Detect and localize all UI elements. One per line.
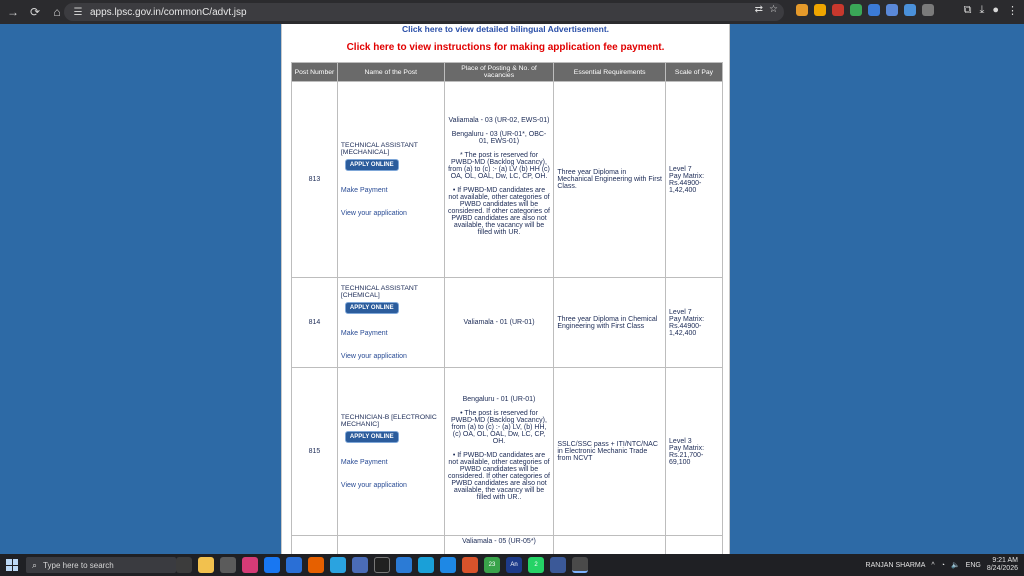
post-title: TECHNICAL ASSISTANT [MECHANICAL] (340, 142, 418, 156)
chevron-up-icon[interactable]: ^ (931, 561, 935, 569)
table-row (292, 368, 723, 536)
table-row (292, 536, 723, 555)
requirement-text: Three year Diploma in Mechanical Engineering with First Class. (554, 82, 666, 278)
site-info-icon[interactable]: ☰ (73, 6, 83, 18)
reservation-note: • If PWBD-MD candidates are not available, other categories of PWBD candidates will be considered. If other categories of PWBD candidates are also not available, the vacancy will be filled with UR. (448, 186, 550, 236)
extension-icon[interactable] (796, 4, 808, 16)
home-icon[interactable]: ⌂ (53, 5, 61, 19)
view-application-link[interactable]: View your application (340, 353, 407, 360)
browser-toolbar (0, 0, 1024, 24)
header-pay: Scale of Pay (666, 63, 723, 82)
translate-icon[interactable]: ⇄ (754, 4, 764, 15)
menu-icon[interactable]: ⋮ (1007, 5, 1018, 17)
make-payment-link[interactable]: Make Payment (340, 187, 388, 194)
reservation-note: • The post is reserved for PWBD-MD (Backlog Vacancy), from (a) to (c) :- (a) LV, (b) HH, (c) OA, OL, OAL, Dw, LC, CP, OH. (451, 409, 547, 445)
task-view-icon[interactable] (176, 557, 192, 573)
extension-icon[interactable] (886, 4, 898, 16)
instagram-icon[interactable] (242, 557, 258, 573)
app-icon[interactable] (462, 557, 478, 573)
header-requirements: Essential Requirements (554, 63, 666, 82)
chrome-icon[interactable] (440, 557, 456, 573)
download-icon[interactable]: ⤓ (979, 4, 985, 16)
extension-icon[interactable] (868, 4, 880, 16)
place-cell (444, 536, 554, 555)
pay-cell (666, 278, 723, 368)
pay-cell (666, 82, 723, 278)
user-name: RANJAN SHARMA (865, 561, 926, 569)
windows-taskbar (0, 554, 1024, 576)
clock-date: 8/24/2026 (986, 565, 1018, 572)
extension-icon[interactable] (922, 4, 934, 16)
windows-start-icon[interactable] (6, 559, 18, 571)
post-number: 814 (292, 278, 338, 368)
bookmark-star-icon[interactable]: ☆ (769, 4, 778, 15)
pay-range: Rs.44900-1,42,400 (669, 179, 702, 194)
pay-cell (666, 536, 723, 555)
place-text: Valiamala - 05 (UR-05*) (462, 538, 536, 545)
extension-icon[interactable] (832, 4, 844, 16)
volume-icon[interactable]: 🔈 (950, 562, 960, 569)
language-indicator[interactable]: ENG (965, 561, 981, 569)
address-bar[interactable] (64, 3, 784, 21)
reload-icon[interactable]: ⟳ (29, 5, 41, 19)
pay-matrix-label: Pay Matrix: (669, 444, 705, 452)
post-number: 813 (292, 82, 338, 278)
posts-table (291, 62, 723, 554)
edge-icon[interactable] (418, 557, 434, 573)
fee-instructions-link[interactable]: Click here to view instructions for making application fee payment. (346, 42, 665, 53)
pay-matrix-label: Pay Matrix: (669, 315, 705, 323)
post-name-cell (337, 82, 444, 278)
pay-level: Level 7 (669, 308, 692, 316)
whatsapp-icon[interactable]: 2 (528, 557, 544, 573)
table-row (292, 278, 723, 368)
place-text: Bengaluru - 03 (UR-01*, OBC-01, EWS-01) (451, 130, 547, 145)
extension-icon[interactable] (814, 4, 826, 16)
extension-icon[interactable] (904, 4, 916, 16)
pay-level: Level 7 (669, 165, 692, 173)
system-tray (866, 557, 1018, 573)
pay-cell (666, 368, 723, 536)
advertisement-page (281, 24, 730, 554)
post-name-cell (337, 536, 444, 555)
app-icon[interactable] (352, 557, 368, 573)
mail-icon[interactable] (286, 557, 302, 573)
extensions-puzzle-icon[interactable]: ⧉ (963, 4, 972, 16)
facebook-icon[interactable] (264, 557, 280, 573)
reservation-note: * The post is reserved for PWBD-MD (Backlog Vacancy), from (a) to (c) :- (a) LV (b) HH (c) OA, OL, OAL, Dw, LC, CP, OH. (448, 151, 550, 180)
reservation-note: • If PWBD-MD candidates are not available, other categories of PWBD candidates will be considered. If other categories of PWBD candidates are also not available, the vacancy will be filled with UR.. (448, 451, 550, 501)
make-payment-link[interactable]: Make Payment (340, 459, 388, 466)
place-text: Bengaluru - 01 (UR-01) (462, 395, 536, 403)
clock[interactable] (987, 557, 1018, 573)
view-application-link[interactable]: View your application (340, 482, 407, 489)
search-icon: ⌕ (32, 559, 38, 570)
url-text: apps.lpsc.gov.in/commonC/advt.jsp (90, 6, 247, 18)
requirement-text: Three year Diploma in Chemical Engineering with First Class (554, 278, 666, 368)
table-row (292, 82, 723, 278)
apply-online-button[interactable]: APPLY ONLINE (345, 431, 399, 443)
post-number (292, 536, 338, 555)
firefox-icon[interactable] (308, 557, 324, 573)
place-text: Valiamala - 03 (UR-02, EWS-01) (448, 116, 550, 124)
header-place: Place of Posting & No. of vacancies (444, 63, 554, 82)
place-text: Valiamala - 01 (UR-01) (463, 319, 535, 326)
place-cell (444, 82, 554, 278)
bilingual-advertisement-link[interactable]: Click here to view detailed bilingual Advertisement. (401, 24, 610, 34)
place-cell (444, 368, 554, 536)
clock-time: 9:21 AM (992, 557, 1018, 564)
profile-icon[interactable]: ● (992, 4, 999, 16)
extensions-bar (796, 4, 934, 16)
network-icon[interactable]: ◔ (940, 561, 945, 569)
pay-matrix-label: Pay Matrix: (669, 172, 705, 180)
telegram-icon[interactable] (330, 557, 346, 573)
forward-icon[interactable]: → (7, 5, 19, 19)
chrome-active-icon[interactable] (572, 557, 588, 573)
app-badge-icon[interactable]: 23 (484, 557, 500, 573)
requirement-text: SSLC/SSC pass + ITI/NTC/NAC in Electronic Mechanic Trade from NCVT (554, 368, 666, 536)
apply-online-button[interactable]: APPLY ONLINE (345, 159, 399, 171)
file-explorer-icon[interactable] (198, 557, 214, 573)
store-icon[interactable] (220, 557, 236, 573)
extension-icon[interactable] (850, 4, 862, 16)
header-post-name: Name of the Post (337, 63, 444, 82)
search-placeholder: Type here to search (43, 560, 114, 570)
taskbar-search[interactable] (26, 557, 176, 573)
post-name-cell (337, 368, 444, 536)
view-application-link[interactable]: View your application (340, 210, 407, 217)
capcut-icon[interactable] (374, 557, 390, 573)
post-title: TECHNICIAN-B [ELECTRONIC MECHANIC] (340, 414, 437, 428)
post-name-cell (337, 278, 444, 368)
post-number: 815 (292, 368, 338, 536)
pay-level: Level 3 (669, 437, 692, 445)
pay-range: Rs.44900-1,42,400 (669, 322, 702, 337)
header-post-number: Post Number (292, 63, 338, 82)
edge-icon[interactable] (396, 557, 412, 573)
taskbar-apps (176, 557, 588, 573)
app-icon[interactable]: An (506, 557, 522, 573)
make-payment-link[interactable]: Make Payment (340, 330, 388, 337)
post-title: TECHNICAL ASSISTANT [CHEMICAL] (340, 285, 418, 299)
requirement-text (554, 536, 666, 555)
pay-range: Rs.21,700-69,100 (669, 451, 704, 466)
place-cell (444, 278, 554, 368)
apply-online-button[interactable]: APPLY ONLINE (345, 302, 399, 314)
table-header-row (292, 63, 723, 82)
app-icon[interactable] (550, 557, 566, 573)
